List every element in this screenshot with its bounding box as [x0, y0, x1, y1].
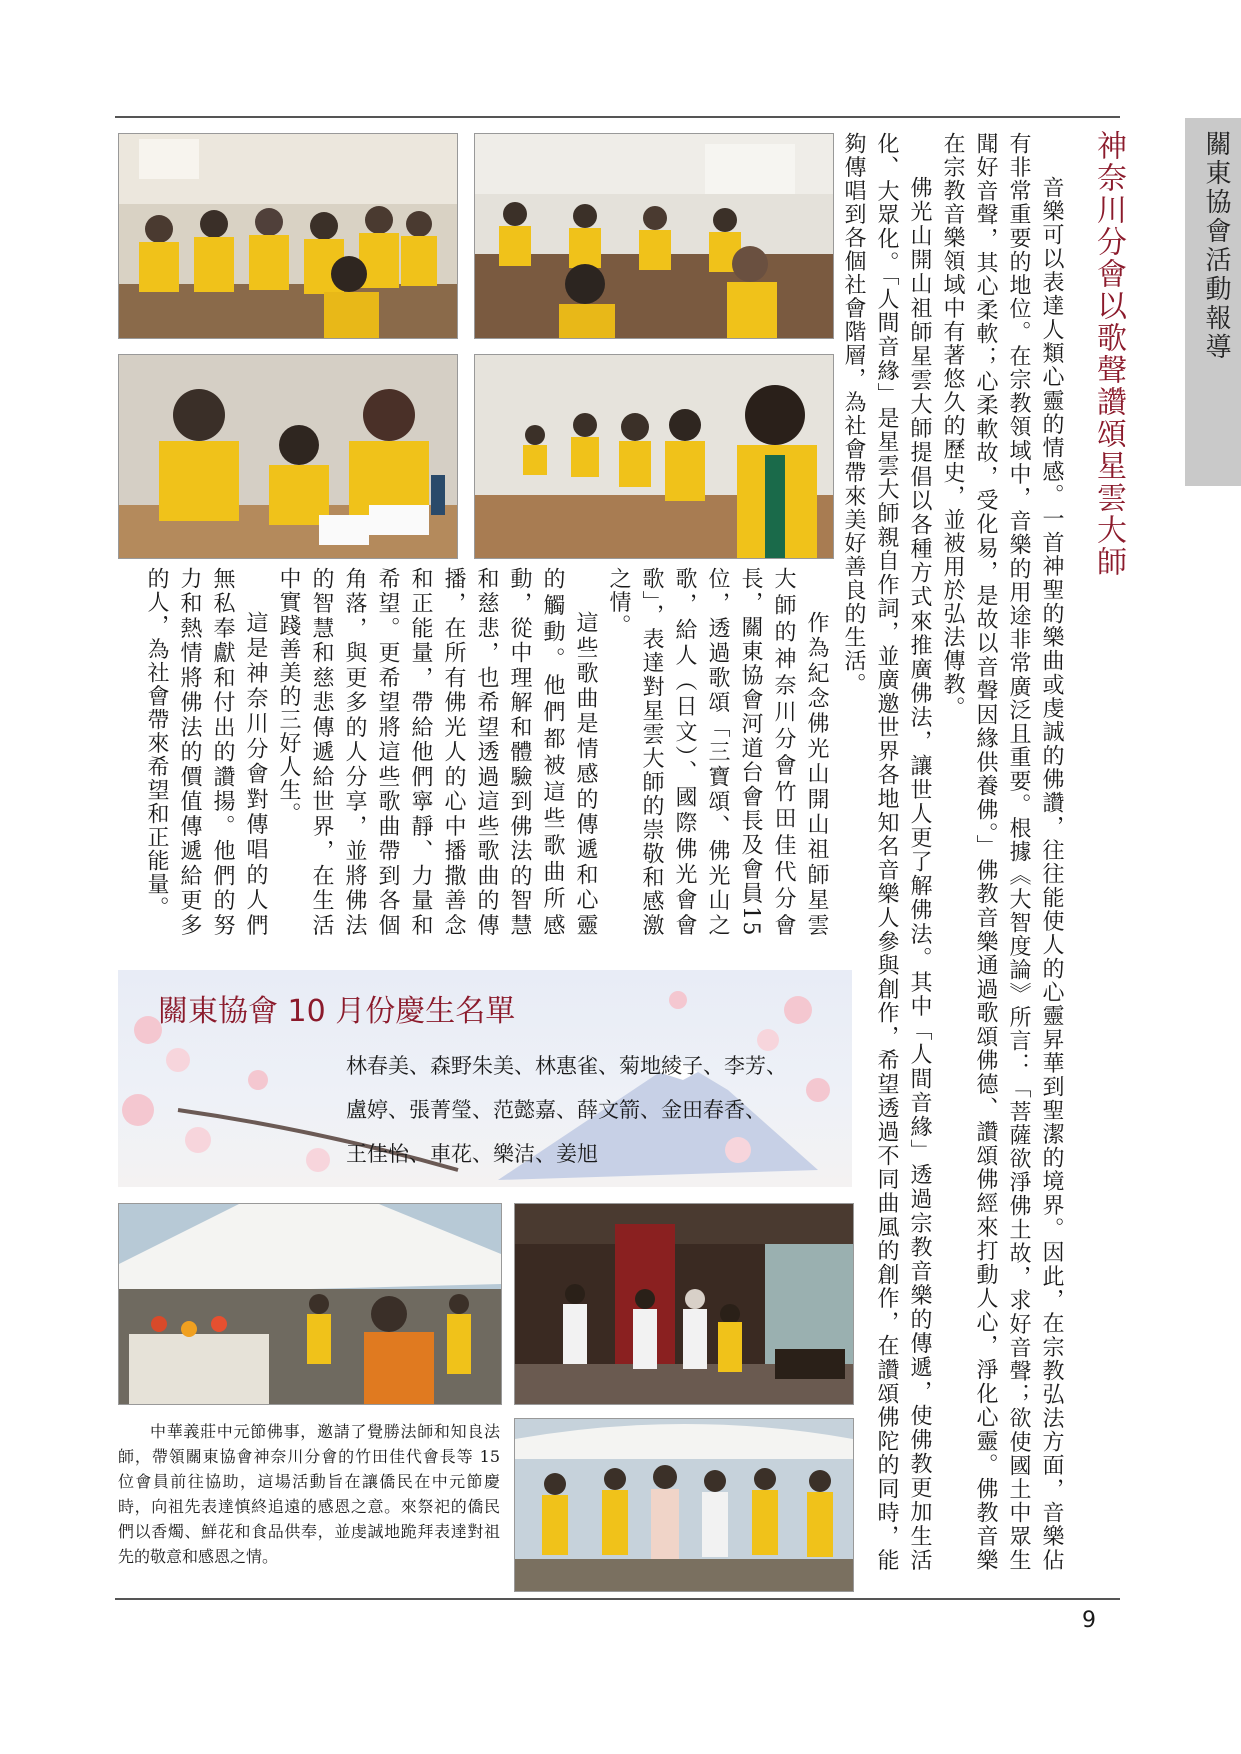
top-rule: [115, 116, 1120, 118]
paragraph: 這是神奈川分會對傳唱的人們無私奉獻和付出的讚揚。他們的努力和熱情將佛法的價值傳遞給更多的人，為社會帶來希望和正能量。: [144, 567, 268, 937]
photo-women-singing: [474, 354, 834, 559]
photo-group-singing: [118, 133, 458, 339]
article-body-middle: [115, 567, 833, 937]
photo-classroom: [474, 133, 834, 339]
paragraph: 音樂可以表達人類心靈的情感。一首神聖的樂曲或虔誠的佛讚，往往能使人的心靈昇華到聖潔的境界。因此，在宗教弘法方面，音樂佔有非常重要的地位。在宗教領域中，音樂的用途非常廣泛且重要。根據《大智度論》所言：「菩薩欲淨佛土故，求好音聲；欲使國土中眾生聞好音聲，其心柔軟；心柔軟故，受化易，是故以音聲因緣供養佛。」佛教音樂通過歌頌佛德、讚頌佛經來打動人心，淨化心靈。佛教音樂在宗教音樂領域中有著悠久的歷史，並被用於弘法傳教。: [940, 132, 1064, 1572]
birthday-names-line: 王佳怡、車花、樂洁、姜旭: [346, 1142, 598, 1166]
birthday-names-line: 盧婷、張菁瑩、范懿嘉、薛文箭、金田春香、: [346, 1098, 766, 1122]
photo-image: [119, 134, 457, 338]
photo-reading-lyrics: [118, 354, 458, 559]
article-body-top: [842, 132, 1068, 1572]
photo-image: [515, 1204, 853, 1404]
paragraph: 這些歌曲是情感的傳遞和心靈的觸動。他們都被這些歌曲所感動，從中理解和體驗到佛法的智慧和慈悲，也希望透過這些歌曲的傳播，在所有佛光人的心中播撒善念和正能量，帶給他們寧靜、力量和希望。更希望將這些歌曲帶到各個角落，與更多的人分享，並將佛法的智慧和慈悲傳遞給世界，在生活中實踐善美的三好人生。: [276, 567, 598, 937]
photo-image: [475, 355, 833, 558]
photo-image: [119, 1204, 501, 1404]
article-title: 神奈川分會以歌聲讚頌星雲大師: [1091, 130, 1126, 578]
paragraph: 佛光山開山祖師星雲大師提倡以各種方式來推廣佛法，讓世人更了解佛法。其中「人間音緣」透過宗教音樂的傳遞，使佛教更加生活化、大眾化。「人間音緣」是星雲大師親自作詞，並廣邀世界各地知名音樂人參與創作，希望透過不同曲風的創作，在讚頌佛陀的同時，能夠傳唱到各個社會階層，為社會帶來美好善良的生活。: [841, 132, 932, 1572]
bottom-rule: [115, 1598, 1120, 1600]
photo-temple-hall: [514, 1203, 854, 1405]
photo-caption: 中華義莊中元節佛事，邀請了覺勝法師和知良法師，帶領關東協會神奈川分會的竹田佳代會長等 15 位會員前往協助，這場活動旨在讓僑民在中元節慶時，向祖先表達慎終追遠的感恩之意。來祭祀的僑民們以香燭、鮮花和食品供奉，並虔誠地跪拜表達對祖先的敬意和感恩之情。: [118, 1422, 500, 1566]
photo-group-lyrics: [514, 1418, 854, 1592]
birthday-title: 關東協會 10 月份慶生名單: [158, 994, 516, 1029]
page-number: 9: [1082, 1608, 1096, 1633]
paragraph: 作為紀念佛光山開山祖師星雲大師的神奈川分會竹田佳代分會長，關東協會河道台會長及會員15位，透過歌頌「三寶頌、佛光山之歌，給人（日文）、國際佛光會會歌」，表達對星雲大師的崇敬和感激之情。: [606, 567, 829, 937]
photo-tent-ceremony: [118, 1203, 502, 1405]
birthday-names: [346, 1044, 846, 1176]
photo-image: [119, 355, 457, 558]
photo-image: [475, 134, 833, 338]
birthday-names-line: 林春美、森野朱美、林惠雀、菊地綾子、李芳、: [346, 1054, 787, 1078]
photo-image: [515, 1419, 853, 1591]
birthday-panel: [118, 970, 852, 1187]
section-tab-label: 關東協會活動報導: [1201, 130, 1231, 362]
